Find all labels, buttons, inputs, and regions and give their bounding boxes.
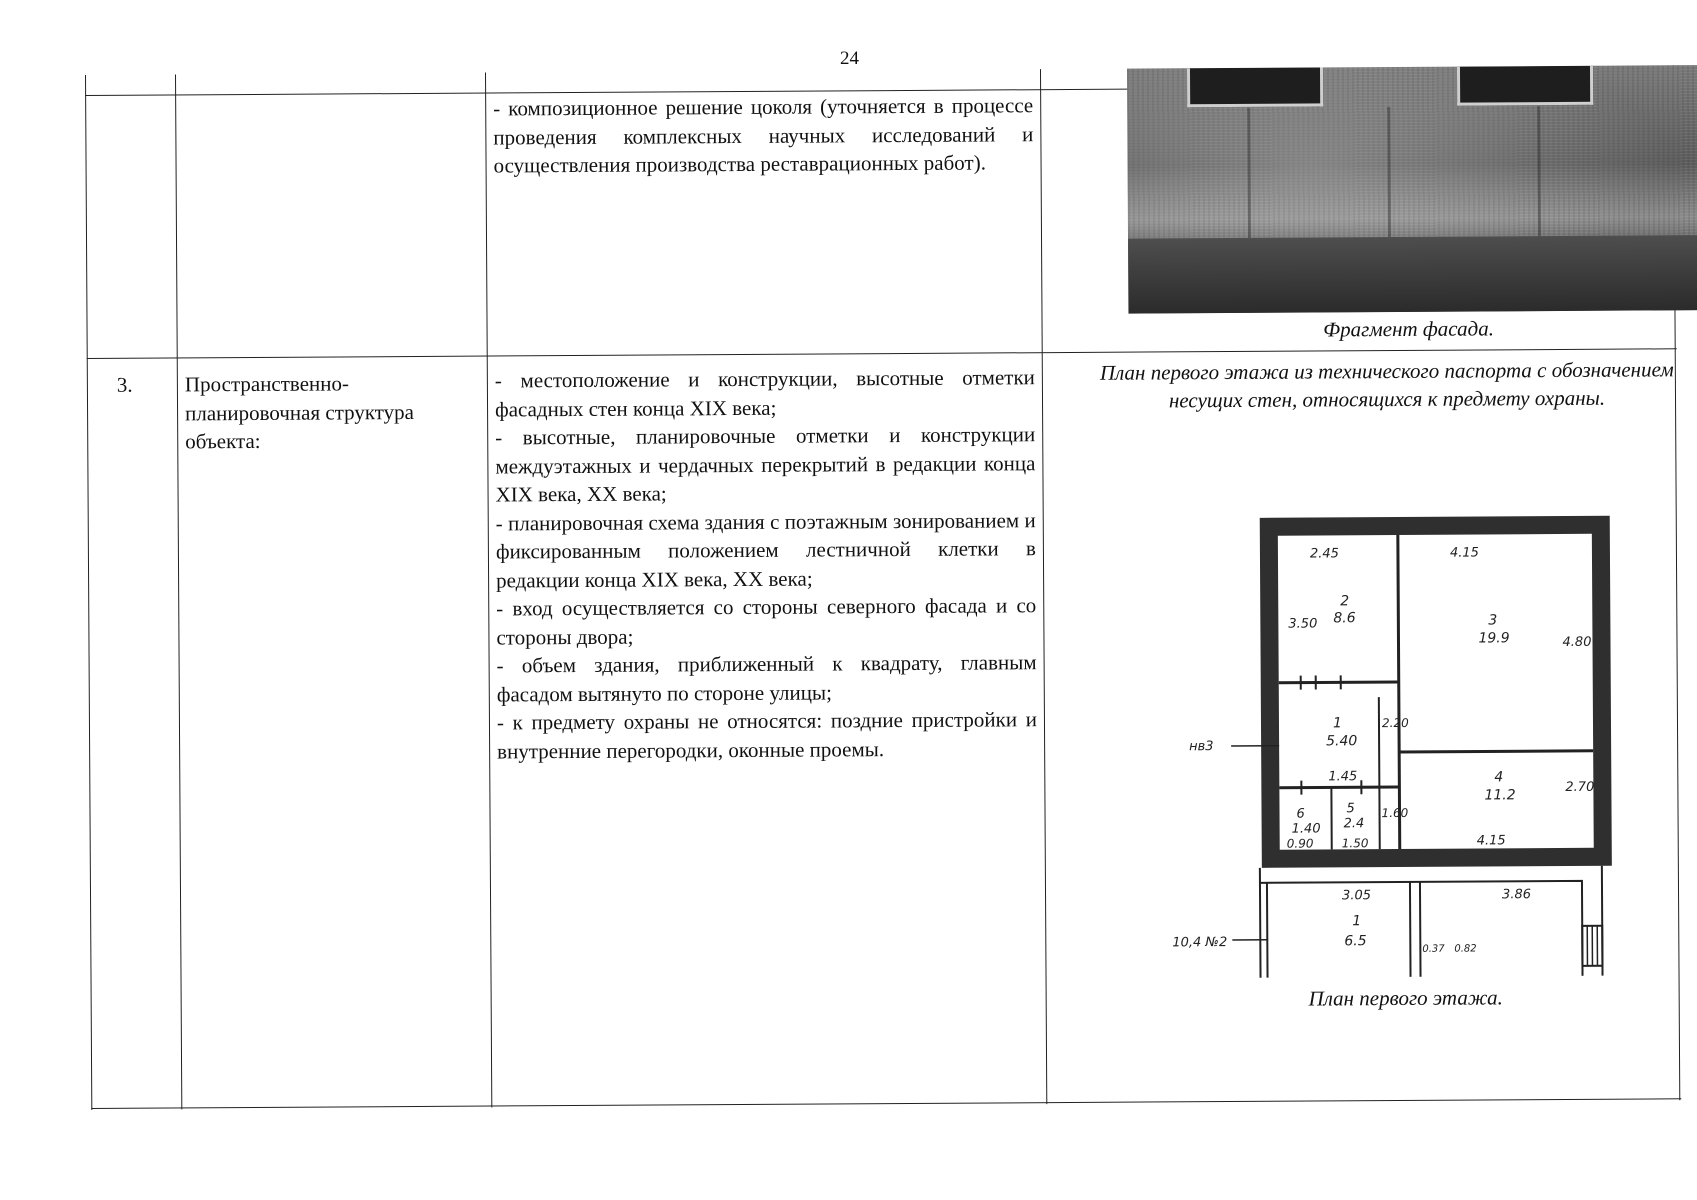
facade-window — [1187, 67, 1323, 107]
room-area: 19.9 — [1478, 630, 1510, 647]
dimension-label: 3.05 — [1341, 888, 1372, 904]
annex-partition — [1410, 882, 1411, 977]
structure-item: - местоположение и конструкции, высотные отметки фасадных стен конца XIX века; — [494, 365, 1035, 422]
dimension-label: 0.90 — [1286, 836, 1314, 851]
dimension-label: 4.15 — [1449, 545, 1479, 561]
room-number: 1 — [1352, 913, 1362, 930]
dimension-label: 4.15 — [1476, 833, 1506, 849]
facade-fragment-photo — [1127, 65, 1697, 314]
row-number: 3. — [116, 372, 133, 397]
dimension-label: 1.60 — [1381, 805, 1409, 821]
room-area: 11.2 — [1484, 787, 1516, 804]
plan-caption: План первого этажа. — [1308, 985, 1503, 1011]
document-table — [85, 65, 1681, 1110]
structure-items-list — [495, 363, 1037, 765]
dimension-label: 1.50 — [1341, 836, 1369, 851]
room-number: 2 — [1340, 593, 1350, 610]
room-number: 6 — [1296, 806, 1305, 822]
structure-item: - к предмету охраны не относятся: поздние пристройки и внутренние перегородки, оконные проемы. — [496, 707, 1038, 763]
stair-line — [1379, 697, 1380, 849]
entrance-mark-label: 10,4 №2 — [1172, 935, 1228, 951]
column-border-3 — [1040, 69, 1047, 1104]
partition-wall — [1279, 682, 1399, 683]
room-number: 3 — [1488, 612, 1498, 629]
entrance-mark-label: нв3 — [1189, 739, 1214, 755]
facade-streak — [1537, 106, 1541, 246]
room-number: 1 — [1332, 715, 1342, 732]
dimension-label: 3.86 — [1501, 887, 1532, 903]
structure-item: - объем здания, приближенный к квадрату, главным фасадом вытянуто по стороне улицы; — [496, 650, 1037, 706]
facade-photo-caption: Фрагмент фасада. — [1323, 316, 1494, 342]
column-border-2 — [485, 73, 492, 1108]
column-border-1 — [175, 74, 182, 1109]
dimension-label: 2.20 — [1381, 715, 1409, 731]
table-bottom-border — [91, 1098, 1681, 1109]
dimension-label: 2.45 — [1309, 546, 1339, 562]
facade-plinth — [1128, 235, 1697, 314]
room-area: 1.40 — [1291, 821, 1321, 837]
room-area: 5.40 — [1326, 733, 1358, 750]
facade-window — [1457, 66, 1593, 106]
structure-title: Пространственно-планировочная структура объекта: — [184, 371, 415, 454]
dimension-label: 0.82 — [1454, 943, 1477, 955]
room-number: 5 — [1346, 801, 1355, 817]
annex-partition — [1420, 882, 1421, 977]
room-number: 4 — [1494, 769, 1504, 786]
partition-wall — [1399, 751, 1593, 752]
facade-streak — [1387, 107, 1391, 247]
plan-heading: План первого этажа из технического паспорта с обозначением несущих стен, относящихся к предмету охраны. — [1099, 357, 1674, 413]
dimension-label: 2.70 — [1565, 779, 1595, 795]
structure-item: - планировочная схема здания с поэтажным зонированием и фиксированным положением лестничной клетки в редакции конца XIX века, XX века; — [495, 507, 1036, 592]
dimension-label: 4.80 — [1562, 634, 1592, 650]
facade-streak — [1247, 108, 1251, 248]
annex-wall-inner — [1267, 883, 1268, 978]
room-area: 2.4 — [1343, 816, 1365, 832]
dimension-label: 3.50 — [1288, 616, 1318, 632]
structure-item: - высотные, планировочные отметки и конструкции междуэтажных и чердачных перекрытий в редакции конца XIX века, XX века; — [495, 422, 1036, 507]
dimension-label: 1.45 — [1328, 769, 1358, 785]
structure-item: - вход осуществляется со стороны северного фасада и со стороны двора; — [496, 593, 1037, 649]
partition-wall — [1398, 535, 1400, 849]
dimension-label: 0.37 — [1422, 943, 1445, 955]
partition-wall — [1279, 787, 1399, 788]
first-floor-plan — [1170, 486, 1643, 979]
page-number: 24 — [840, 48, 859, 69]
column-border-left — [85, 75, 92, 1110]
composition-plinth-text: - композиционное решение цоколя (уточняется в процессе проведения комплексных научных исследований и осуществления производства реставрационных работ). — [493, 93, 1034, 178]
room-area: 8.6 — [1333, 610, 1356, 627]
annex-walls — [1260, 866, 1603, 978]
room-area: 6.5 — [1344, 933, 1367, 950]
